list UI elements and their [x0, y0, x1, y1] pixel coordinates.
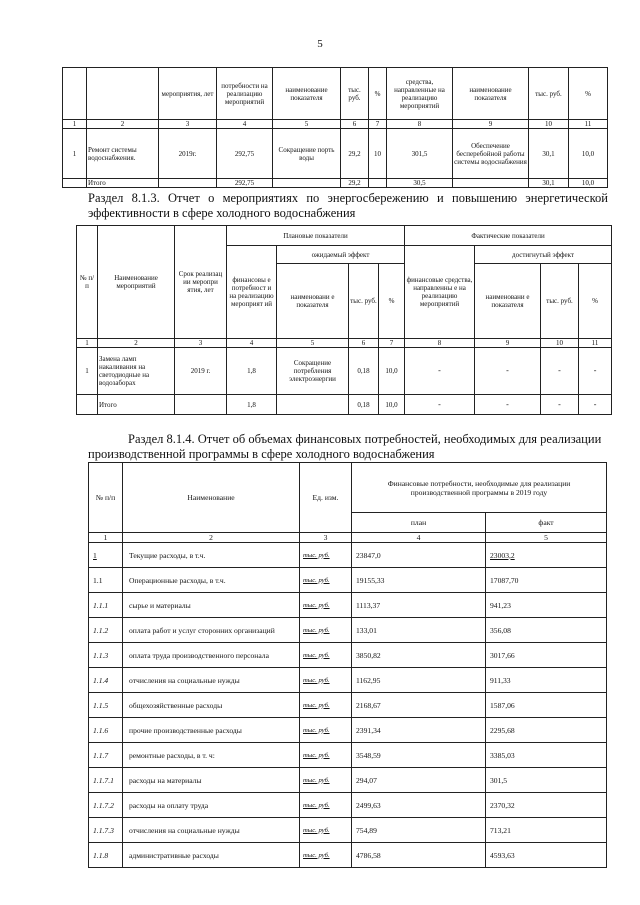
table-row [89, 843, 607, 868]
cell-name: административные расходы [123, 843, 300, 868]
cell-fact: 2370,32 [486, 793, 607, 818]
cell-unit: тыс. руб. [300, 818, 352, 843]
header-cell: тыс. руб. [529, 68, 569, 120]
cell-plan: 294,07 [352, 768, 486, 793]
cell-n: 1.1.7 [89, 743, 123, 768]
cell-n: 1.1 [89, 568, 123, 593]
cell-fact: 2295,68 [486, 718, 607, 743]
column-number-row: 1 2 3 4 5 6 7 8 9 10 11 [77, 339, 612, 348]
cell-unit: тыс. руб. [300, 593, 352, 618]
cell-name: прочие производственные расходы [123, 718, 300, 743]
total-row: Итого 292,75 29,2 30,5 30,1 10,0 [63, 179, 608, 188]
column-number-row: 1 2 3 4 5 6 7 8 9 10 11 [63, 120, 608, 129]
header-cell: % [569, 68, 608, 120]
cell-unit: тыс. руб. [300, 618, 352, 643]
column-number-row: 1 2 3 4 5 [89, 533, 607, 543]
table-row [89, 618, 607, 643]
header-cell: наименование показателя [273, 68, 341, 120]
cell-fact: 911,33 [486, 668, 607, 693]
table-row: 1 Замена ламп накаливания на светодиодные на водозаборах 2019 г. 1,8 Сокращение потребления электроэнергии 0,18 10,0 - - - - [77, 348, 612, 395]
cell-name: отчисления на социальные нужды [123, 668, 300, 693]
cell-name: расходы на оплату труда [123, 793, 300, 818]
table-row [89, 743, 607, 768]
total-row: Итого 1,8 0,18 10,0 - - - - [77, 395, 612, 415]
cell-unit: тыс. руб. [300, 668, 352, 693]
header-cell: мероприятия, лет [159, 68, 217, 120]
cell-n: 1.1.7.3 [89, 818, 123, 843]
cell-fact: 356,08 [486, 618, 607, 643]
section-heading-8-1-4: Раздел 8.1.4. Отчет об объемах финансовых потребностей, необходимых для реализации производственной программы в сфере холодного водоснабжения [88, 432, 602, 461]
cell-n: 1.1.7.2 [89, 793, 123, 818]
cell-n: 1.1.8 [89, 843, 123, 868]
cell-name: Текущие расходы, в т.ч. [123, 543, 300, 568]
cell-plan: 23847,0 [352, 543, 486, 568]
cell-plan: 754,89 [352, 818, 486, 843]
table-row [89, 643, 607, 668]
cell-name: оплата труда производственного персонала [123, 643, 300, 668]
cell-n: 1.1.5 [89, 693, 123, 718]
section-heading-8-1-3: Раздел 8.1.3. Отчет о мероприятиях по энергосбережению и повышению энергетической эффективности в сфере холодного водоснабжения [88, 191, 608, 220]
header-cell: % [369, 68, 387, 120]
cell-unit: тыс. руб. [300, 793, 352, 818]
cell-name: отчисления на социальные нужды [123, 818, 300, 843]
page-number: 5 [317, 38, 323, 50]
cell-n: 1 [89, 543, 123, 568]
cell-unit: тыс. руб. [300, 693, 352, 718]
cell-plan: 133,01 [352, 618, 486, 643]
cell-fact: 23003,2 [486, 543, 607, 568]
table-header-row [63, 68, 608, 120]
cell-fact: 3017,66 [486, 643, 607, 668]
header-cell: потребности на реализацию мероприятий [217, 68, 273, 120]
table-row [89, 818, 607, 843]
table-row [89, 543, 607, 568]
cell-unit: тыс. руб. [300, 568, 352, 593]
cell-plan: 4786,58 [352, 843, 486, 868]
cell-plan: 19155,33 [352, 568, 486, 593]
cell-plan: 1113,37 [352, 593, 486, 618]
cell-plan: 2168,67 [352, 693, 486, 718]
cell-name: ремонтные расходы, в т. ч: [123, 743, 300, 768]
table-financial-needs: № п/п Наименование Ед. изм. Финансовые потребности, необходимые для реализации производственной программы в 2019 году план факт 1 2 3 4 5 1 Текущие расходы, в т.ч. тыс. руб. 23847,0 23003,2 1.1 Операционные расходы, в т.ч. тыс. руб. 19155,33 17087,70 1.1.1 сырье и материалы тыс. руб. 1113,37 941,23 1.1.2 оплата работ и услуг сторонних организаций тыс. руб. 133,01 356,08 1.1.3 оплата труда производственного персонала тыс. руб. 3850,82 3017,66 1.1.4 отчисления на социальные нужды тыс. руб. 1162,95 911,33 1.1.5 общехозяйственные расходы тыс. руб. 2168,67 1587,06 1.1.6 прочие производственные расходы тыс. руб. 2391,34 2295,68 1.1.7 ремонтные расходы, в т. ч: тыс. руб. 3548,59 3385,03 1.1.7.1 расходы на материалы тыс. руб. 294,07 301,5 1.1.7.2 расходы на оплату труда тыс. руб. 2499,63 2370,32 1.1.7.3 отчисления на социальные нужды тыс. руб. 754,89 713,21 1.1.8 административные расходы тыс. руб. 4786,58 4593,63 [88, 462, 607, 868]
cell-n: 1.1.1 [89, 593, 123, 618]
cell-fact: 17087,70 [486, 568, 607, 593]
cell-fact: 3385,03 [486, 743, 607, 768]
table-water-repair [62, 67, 608, 188]
cell-fact: 713,21 [486, 818, 607, 843]
table-energy-saving: № п/ п Наименование мероприятий Срок реализац ии меропри ятия, лет Плановые показатели Фактические показатели финансовы е потребност и на реализацию мероприят ий ожидаемый эффект финансовые средства, направленны е на реализацию мероприятий достигнутый эффект наименовани е показателя тыс. руб. % наименовани е показателя тыс. руб. % 1 2 3 4 5 6 7 8 9 10 11 1 Замена ламп накаливания на светодиодные на водозаборах 2019 г. 1,8 Сокращение потребления электроэнергии 0,18 10,0 - - - - Итого 1,8 0,18 10,0 - - - - [76, 225, 612, 415]
cell-name: расходы на материалы [123, 768, 300, 793]
header-cell: наименование показателя [453, 68, 529, 120]
cell-name: общехозяйственные расходы [123, 693, 300, 718]
cell-name: оплата работ и услуг сторонних организаций [123, 618, 300, 643]
cell-n: 1.1.3 [89, 643, 123, 668]
cell-unit: тыс. руб. [300, 718, 352, 743]
cell-n: 1.1.2 [89, 618, 123, 643]
cell-plan: 3548,59 [352, 743, 486, 768]
table-row [89, 693, 607, 718]
cell-n: 1.1.4 [89, 668, 123, 693]
table-row [89, 668, 607, 693]
cell-plan: 3850,82 [352, 643, 486, 668]
cell-fact: 941,23 [486, 593, 607, 618]
header-cell: средства, направленные на реализацию мероприятий [387, 68, 453, 120]
cell-fact: 4593,63 [486, 843, 607, 868]
cell-name: сырье и материалы [123, 593, 300, 618]
cell-unit: тыс. руб. [300, 768, 352, 793]
table-row [89, 568, 607, 593]
table-row [89, 718, 607, 743]
cell-plan: 2499,63 [352, 793, 486, 818]
cell-plan: 1162,95 [352, 668, 486, 693]
cell-fact: 1587,06 [486, 693, 607, 718]
cell-unit: тыс. руб. [300, 543, 352, 568]
table-row: 1 Ремонт системы водоснабжения. 2019г. 292,75 Сокращение порть воды 29,2 10 301,5 Обеспечение бесперебойной работы системы водоснабжения 30,1 10,0 [63, 129, 608, 179]
cell-n: 1.1.7.1 [89, 768, 123, 793]
cell-unit: тыс. руб. [300, 843, 352, 868]
cell-unit: тыс. руб. [300, 743, 352, 768]
cell-unit: тыс. руб. [300, 643, 352, 668]
cell-plan: 2391,34 [352, 718, 486, 743]
table-row [89, 768, 607, 793]
cell-name: Операционные расходы, в т.ч. [123, 568, 300, 593]
header-cell: тыс. руб. [341, 68, 369, 120]
cell-fact: 301,5 [486, 768, 607, 793]
table-row [89, 593, 607, 618]
cell-n: 1.1.6 [89, 718, 123, 743]
table-row [89, 793, 607, 818]
